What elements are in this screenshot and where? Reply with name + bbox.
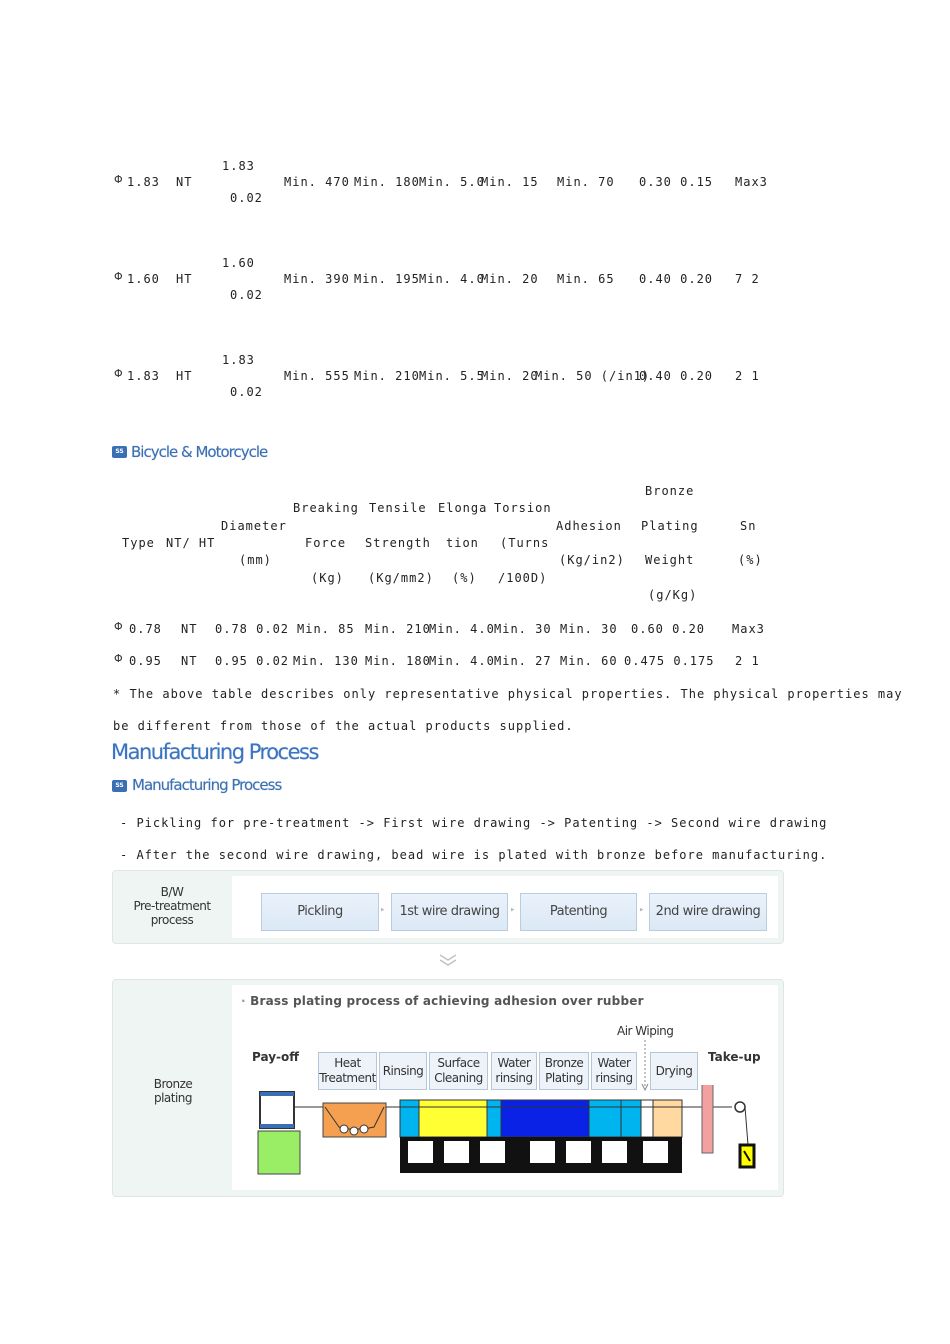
header-sn-unit: (%) — [738, 553, 763, 567]
cell-plating: 0.475 0.175 — [624, 654, 715, 668]
pretreatment-steps — [232, 876, 778, 938]
cell-adhesion: Min. 60 — [560, 654, 618, 668]
cell-sn: Max3 — [735, 175, 768, 189]
cell-plating: 0.40 0.20 — [639, 272, 714, 286]
cell-elongation: Min. 5.0 — [419, 175, 485, 189]
air-wiping-label: Air Wiping — [617, 1024, 674, 1038]
cell-diameter-top: 1.83 — [222, 353, 255, 367]
arrow-right-icon: ▸ — [510, 905, 516, 915]
arrow-right-icon: ▸ — [639, 905, 645, 915]
cell-breaking: Min. 85 — [297, 622, 355, 636]
header-tensile-strength: Strength — [365, 536, 431, 550]
header-plating: Bronze — [645, 484, 695, 498]
cell-diameter-top: 1.83 — [222, 159, 255, 173]
plating-line-illustration — [232, 1085, 778, 1185]
cell-nt-ht: NT — [181, 622, 198, 636]
arrow-right-icon: ▸ — [380, 905, 386, 915]
bronze-heading — [241, 994, 644, 1008]
chevron-down-icon — [438, 951, 458, 969]
cell-diameter: 0.78 0.02 — [215, 622, 290, 636]
phi-symbol: Φ — [114, 620, 123, 633]
step-pickling: Pickling — [261, 893, 379, 931]
header-torsion: Torsion — [494, 501, 552, 515]
header-type: Type — [122, 536, 155, 550]
cell-diameter-bottom: 0.02 — [230, 288, 263, 302]
header-tensile-unit: (Kg/mm2) — [368, 571, 434, 585]
stage-label: Surface — [437, 1056, 480, 1070]
header-torsion-unit: /100D) — [498, 571, 548, 585]
cell-type: 0.78 — [129, 622, 162, 636]
bullet-dot-icon: · — [241, 994, 246, 1008]
header-elongation-2: tion — [446, 536, 479, 550]
cell-plating: 0.40 0.20 — [639, 369, 714, 383]
cell-adhesion: Min. 65 — [557, 272, 615, 286]
pretreatment-label-line: B/W — [160, 885, 184, 899]
phi-symbol: Φ — [114, 270, 123, 283]
stage-label: Rinsing — [382, 1063, 424, 1078]
bullet-line-2: - After the second wire drawing, bead wire is plated with bronze before manufacturing. — [120, 848, 828, 862]
cell-torsion: Min. 27 — [494, 654, 552, 668]
pretreatment-label — [113, 885, 231, 927]
pay-off-label: Pay-off — [252, 1050, 299, 1064]
bronze-plating-panel — [112, 979, 784, 1197]
section-title-bicycle: Bicycle & Motorcycle — [131, 443, 268, 461]
stage-label: Bronze — [544, 1056, 584, 1070]
cell-plating: 0.30 0.15 — [639, 175, 714, 189]
stage-label: rinsing — [495, 1071, 533, 1085]
step-second-wire-drawing: 2nd wire drawing — [649, 893, 767, 931]
cell-breaking: Min. 130 — [293, 654, 359, 668]
step-patenting: Patenting — [520, 893, 637, 931]
cell-torsion: Min. 15 — [481, 175, 539, 189]
section-title-manufacturing: Manufacturing Process — [132, 776, 282, 794]
cell-diameter-bottom: 0.02 — [230, 385, 263, 399]
header-diameter-unit: (mm) — [239, 553, 272, 567]
take-up-label: Take-up — [708, 1050, 761, 1064]
cell-diameter: 0.95 0.02 — [215, 654, 290, 668]
cell-diameter-bottom: 0.02 — [230, 191, 263, 205]
header-adhesion: Adhesion — [556, 519, 622, 533]
cell-torsion: Min. 30 — [494, 622, 552, 636]
stage-label: Cleaning — [434, 1071, 483, 1085]
header-plating-unit: (g/Kg) — [648, 588, 698, 602]
cell-nt-ht: HT — [176, 369, 193, 383]
cell-nt-ht: NT — [176, 175, 193, 189]
section-bullet-icon: SS — [112, 780, 127, 792]
cell-type: 1.60 — [127, 272, 160, 286]
note-line-1: * The above table describes only representative physical properties. The physical properties may — [113, 687, 903, 701]
pretreatment-label-line: Pre-treatment — [133, 899, 211, 913]
header-plating-3: Weight — [645, 553, 695, 567]
cell-elongation: Min. 4.0 — [429, 654, 495, 668]
header-plating-2: Plating — [641, 519, 699, 533]
bronze-label-line: Bronze — [153, 1077, 193, 1091]
cell-elongation: Min. 4.0 — [429, 622, 495, 636]
header-diameter: Diameter — [221, 519, 287, 533]
cell-type: 0.95 — [129, 654, 162, 668]
page-title-manufacturing: Manufacturing Process — [111, 740, 318, 764]
cell-sn: 2 1 — [735, 369, 760, 383]
bronze-plating-label — [113, 1077, 233, 1105]
cell-elongation: Min. 4.0 — [419, 272, 485, 286]
cell-adhesion: Min. 50 (/in1) — [535, 369, 651, 383]
bronze-heading-text: Brass plating process of achieving adhesion over rubber — [250, 994, 644, 1008]
stage-label: Water — [597, 1056, 631, 1070]
stage-label: Drying — [655, 1063, 693, 1078]
header-elongation-unit: (%) — [452, 571, 477, 585]
bronze-label-line: plating — [153, 1091, 193, 1105]
phi-symbol: Φ — [114, 367, 123, 380]
stage-label: Treatment — [319, 1071, 376, 1085]
header-nt-ht: NT/ HT — [166, 536, 216, 550]
cell-tensile: Min. 195 — [354, 272, 420, 286]
header-tensile: Tensile — [369, 501, 427, 515]
header-adhesion-unit: (Kg/in2) — [559, 553, 625, 567]
header-breaking: Breaking — [293, 501, 359, 515]
stage-label: Plating — [545, 1071, 583, 1085]
cell-breaking: Min. 390 — [284, 272, 350, 286]
header-breaking-force: Force — [305, 536, 347, 550]
pretreatment-label-line: process — [150, 913, 194, 927]
cell-elongation: Min. 5.5 — [419, 369, 485, 383]
bullet-line-1: - Pickling for pre-treatment -> First wire drawing -> Patenting -> Second wire drawing — [120, 816, 828, 830]
cell-type: 1.83 — [127, 175, 160, 189]
cell-adhesion: Min. 70 — [557, 175, 615, 189]
cell-adhesion: Min. 30 — [560, 622, 618, 636]
cell-sn: Max3 — [732, 622, 765, 636]
header-breaking-unit: (Kg) — [311, 571, 344, 585]
bronze-diagram — [232, 985, 778, 1190]
cell-tensile: Min. 210 — [354, 369, 420, 383]
cell-type: 1.83 — [127, 369, 160, 383]
cell-breaking: Min. 470 — [284, 175, 350, 189]
stage-label: Water — [497, 1056, 531, 1070]
cell-diameter-top: 1.60 — [222, 256, 255, 270]
cell-tensile: Min. 180 — [365, 654, 431, 668]
cell-nt-ht: NT — [181, 654, 198, 668]
section-bullet-icon: SS — [112, 446, 127, 458]
header-sn: Sn — [740, 519, 757, 533]
cell-breaking: Min. 555 — [284, 369, 350, 383]
cell-torsion: Min. 20 — [481, 369, 539, 383]
cell-nt-ht: HT — [176, 272, 193, 286]
cell-tensile: Min. 180 — [354, 175, 420, 189]
cell-plating: 0.60 0.20 — [631, 622, 706, 636]
phi-symbol: Φ — [114, 173, 123, 186]
pretreatment-panel — [112, 870, 784, 944]
step-first-wire-drawing: 1st wire drawing — [391, 893, 508, 931]
phi-symbol: Φ — [114, 652, 123, 665]
cell-torsion: Min. 20 — [481, 272, 539, 286]
header-elongation: Elonga — [438, 501, 488, 515]
cell-sn: 7 2 — [735, 272, 760, 286]
cell-sn: 2 1 — [735, 654, 760, 668]
header-torsion-turns: (Turns — [500, 536, 550, 550]
cell-tensile: Min. 210 — [365, 622, 431, 636]
note-line-2: be different from those of the actual products supplied. — [113, 719, 574, 733]
stage-label: rinsing — [595, 1071, 633, 1085]
stage-label: Heat — [334, 1056, 361, 1070]
